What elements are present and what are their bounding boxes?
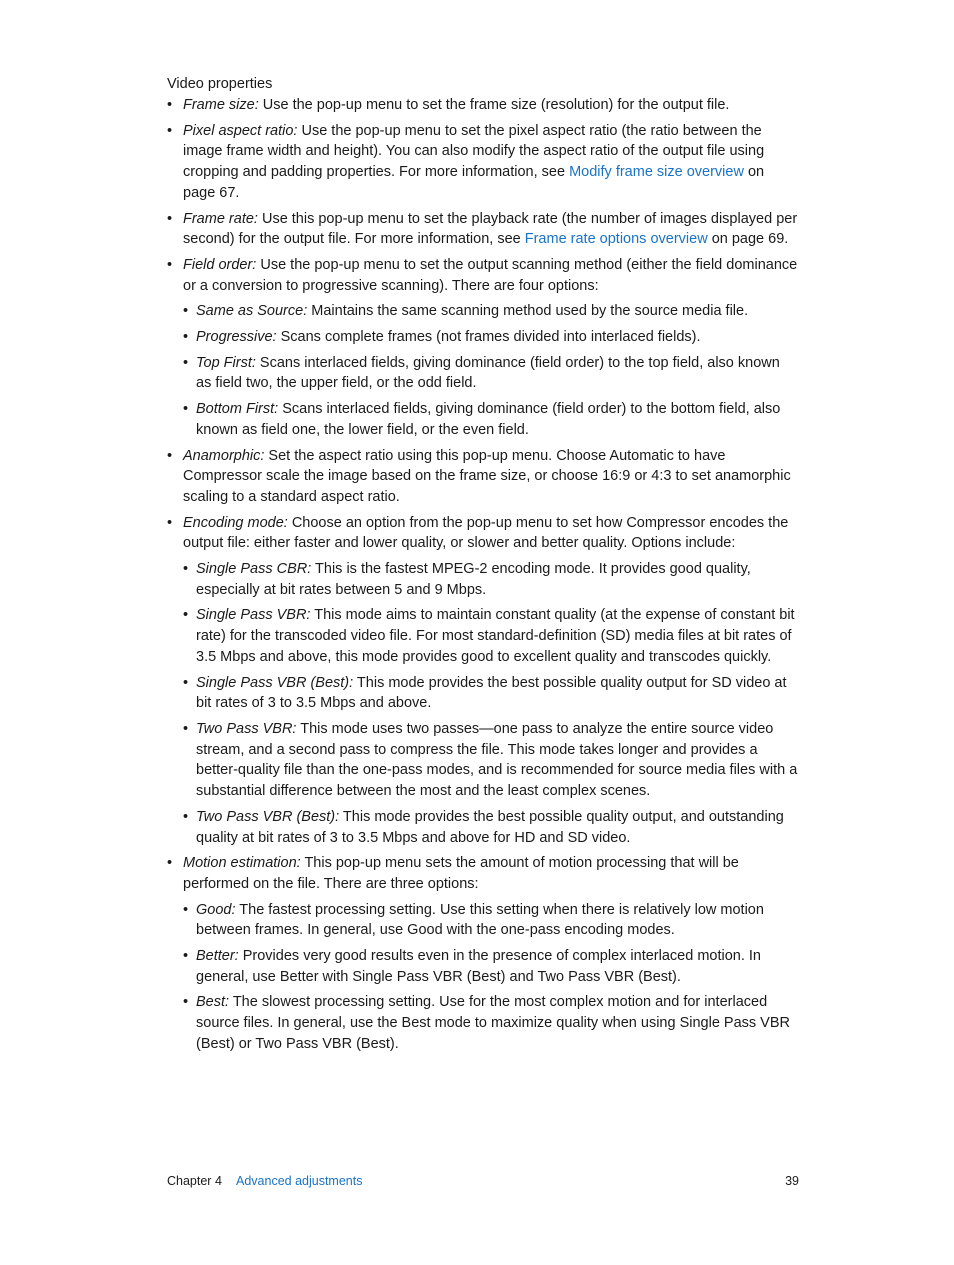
- sub-item-term: Bottom First:: [196, 401, 279, 418]
- list-item: [167, 95, 799, 116]
- sub-item-text: This is the fastest MPEG-2 encoding mode. It provides good quality, especially at bit rates between 5 and 9 Mbps.: [196, 561, 751, 598]
- sub-list-item: [183, 301, 799, 322]
- sub-item-term: Progressive:: [196, 329, 277, 346]
- item-text: This pop-up menu sets the amount of motion processing that will be performed on the file. There are three options:: [183, 855, 739, 892]
- sub-list-item: [183, 399, 799, 440]
- sub-item-text: Scans complete frames (not frames divided into interlaced fields).: [276, 329, 701, 346]
- list-item: [167, 121, 799, 204]
- sub-item-term: Same as Source:: [196, 303, 308, 320]
- item-term: Frame size:: [183, 97, 259, 113]
- sub-option-list: [183, 301, 799, 440]
- item-text: Choose an option from the pop-up menu to set how Compressor encodes the output file: either faster and lower quality, or slower and better quality. Options include:: [183, 514, 789, 552]
- sub-item-term: Good:: [196, 901, 236, 918]
- item-text: Use this pop-up menu to set the playback rate (the number of images displayed per second) for the output file. For more information, see: [183, 210, 798, 248]
- bullet: •: [183, 808, 189, 825]
- sub-item-text: This mode uses two passes—one pass to analyze the entire source video stream, and a second pass to compress the file. This mode takes longer and provides a better-quality file than the one-pass modes, and is recommended for source media files with a substantial difference between the most and the least complex scenes.: [196, 720, 798, 800]
- sub-list-item: [183, 327, 799, 348]
- document-page: [167, 74, 799, 1060]
- list-item: [167, 853, 799, 1054]
- bullet: •: [167, 514, 173, 531]
- sub-item-text: This mode provides the best possible quality output, and outstanding quality at bit rates of 3 to 3.5 Mbps and above for HD and SD video.: [196, 808, 784, 846]
- list-item: [167, 513, 799, 849]
- footer-section-link[interactable]: Advanced adjustments: [236, 1174, 363, 1188]
- cross-reference-link[interactable]: Frame rate options overview: [524, 231, 708, 248]
- bullet: •: [167, 122, 173, 139]
- bullet: •: [183, 401, 189, 418]
- sub-option-list: [183, 559, 799, 848]
- item-term: Anamorphic:: [183, 447, 265, 464]
- bullet: •: [167, 855, 173, 872]
- footer-chapter: Chapter 4: [167, 1174, 222, 1188]
- item-text-after: on page 69.: [707, 231, 789, 248]
- sub-item-term: Single Pass VBR:: [196, 607, 311, 624]
- property-list: [167, 95, 799, 1055]
- bullet: •: [167, 256, 173, 273]
- sub-item-term: Top First:: [196, 354, 256, 371]
- bullet: •: [183, 674, 189, 691]
- sub-list-item: [183, 719, 799, 802]
- sub-item-term: Better:: [196, 948, 239, 965]
- sub-item-term: Single Pass CBR:: [196, 561, 312, 578]
- sub-item-term: Best:: [196, 994, 230, 1011]
- item-text: Use the pop-up menu to set the pixel aspect ratio (the ratio between the image frame width and height). You can also modify the aspect ratio of the output file using cropping and padding properties. For more information, see: [183, 122, 765, 181]
- sub-item-term: Single Pass VBR (Best):: [196, 674, 354, 691]
- sub-item-text: Scans interlaced fields, giving dominance (field order) to the top field, also known as field two, the upper field, or the odd field.: [196, 354, 780, 392]
- item-term: Motion estimation:: [183, 855, 301, 872]
- bullet: •: [183, 607, 189, 624]
- item-term: Field order:: [183, 256, 257, 273]
- bullet: •: [183, 720, 189, 737]
- sub-item-text: The slowest processing setting. Use for the most complex motion and for interlaced source files. In general, use the Best mode to maximize quality when using Single Pass VBR (Best) or Two Pass VBR (Best).: [196, 994, 790, 1052]
- sub-list-item: [183, 992, 799, 1054]
- sub-item-text: Maintains the same scanning method used by the source media file.: [307, 303, 749, 320]
- list-item: [167, 255, 799, 441]
- sub-list-item: [183, 900, 799, 941]
- list-item: [167, 446, 799, 508]
- sub-option-list: [183, 900, 799, 1055]
- section-heading: Video properties: [167, 76, 273, 92]
- item-text-after: on page 67.: [183, 164, 765, 201]
- sub-item-text: Provides very good results even in the presence of complex interlaced motion. In general, use Better with Single Pass VBR (Best) and Two Pass VBR (Best).: [196, 948, 761, 985]
- bullet: •: [183, 329, 189, 346]
- item-term: Frame rate:: [183, 210, 258, 227]
- bullet: •: [167, 210, 173, 227]
- sub-item-text: This mode aims to maintain constant quality (at the expense of constant bit rate) for the transcoded video file. For most standard-definition (SD) media files at bit rates of 3.5 Mbps and above, this mode provides good to excellent quality and transcodes quickly.: [196, 607, 795, 665]
- item-term: Pixel aspect ratio:: [183, 122, 298, 139]
- sub-list-item: [183, 559, 799, 600]
- bullet: •: [183, 561, 189, 578]
- bullet: •: [167, 97, 173, 113]
- sub-item-term: Two Pass VBR:: [196, 720, 297, 737]
- sub-list-item: [183, 673, 799, 714]
- bullet: •: [183, 354, 189, 371]
- bullet: •: [183, 994, 189, 1011]
- item-term: Encoding mode:: [183, 514, 288, 531]
- list-item: [167, 209, 799, 250]
- sub-list-item: [183, 605, 799, 667]
- item-text: Use the pop-up menu to set the output scanning method (either the field dominance or a conversion to progressive scanning). There are four options:: [183, 256, 798, 294]
- sub-item-text: The fastest processing setting. Use this setting when there is relatively low motion between frames. In general, use Good with the one-pass encoding modes.: [196, 901, 764, 939]
- bullet: •: [183, 901, 189, 918]
- sub-list-item: [183, 807, 799, 848]
- page-number: 39: [785, 1174, 799, 1188]
- item-text: Set the aspect ratio using this pop-up menu. Choose Automatic to have Compressor scale the image based on the frame size, or choose 16:9 or 4:3 to set anamorphic scaling to a standard aspect ratio.: [183, 447, 791, 505]
- sub-item-term: Two Pass VBR (Best):: [196, 808, 340, 825]
- sub-list-item: [183, 353, 799, 394]
- bullet: •: [183, 948, 189, 965]
- sub-item-text: Scans interlaced fields, giving dominance (field order) to the bottom field, also known as field one, the lower field, or the even field.: [196, 401, 781, 438]
- cross-reference-link[interactable]: Modify frame size overview: [569, 164, 744, 181]
- item-text: Use the pop-up menu to set the frame size (resolution) for the output file.: [258, 97, 730, 113]
- bullet: •: [167, 447, 173, 464]
- sub-item-text: This mode provides the best possible quality output for SD video at bit rates of 3 to 3.5 Mbps and above.: [196, 674, 787, 712]
- sub-list-item: [183, 946, 799, 987]
- bullet: •: [183, 303, 189, 320]
